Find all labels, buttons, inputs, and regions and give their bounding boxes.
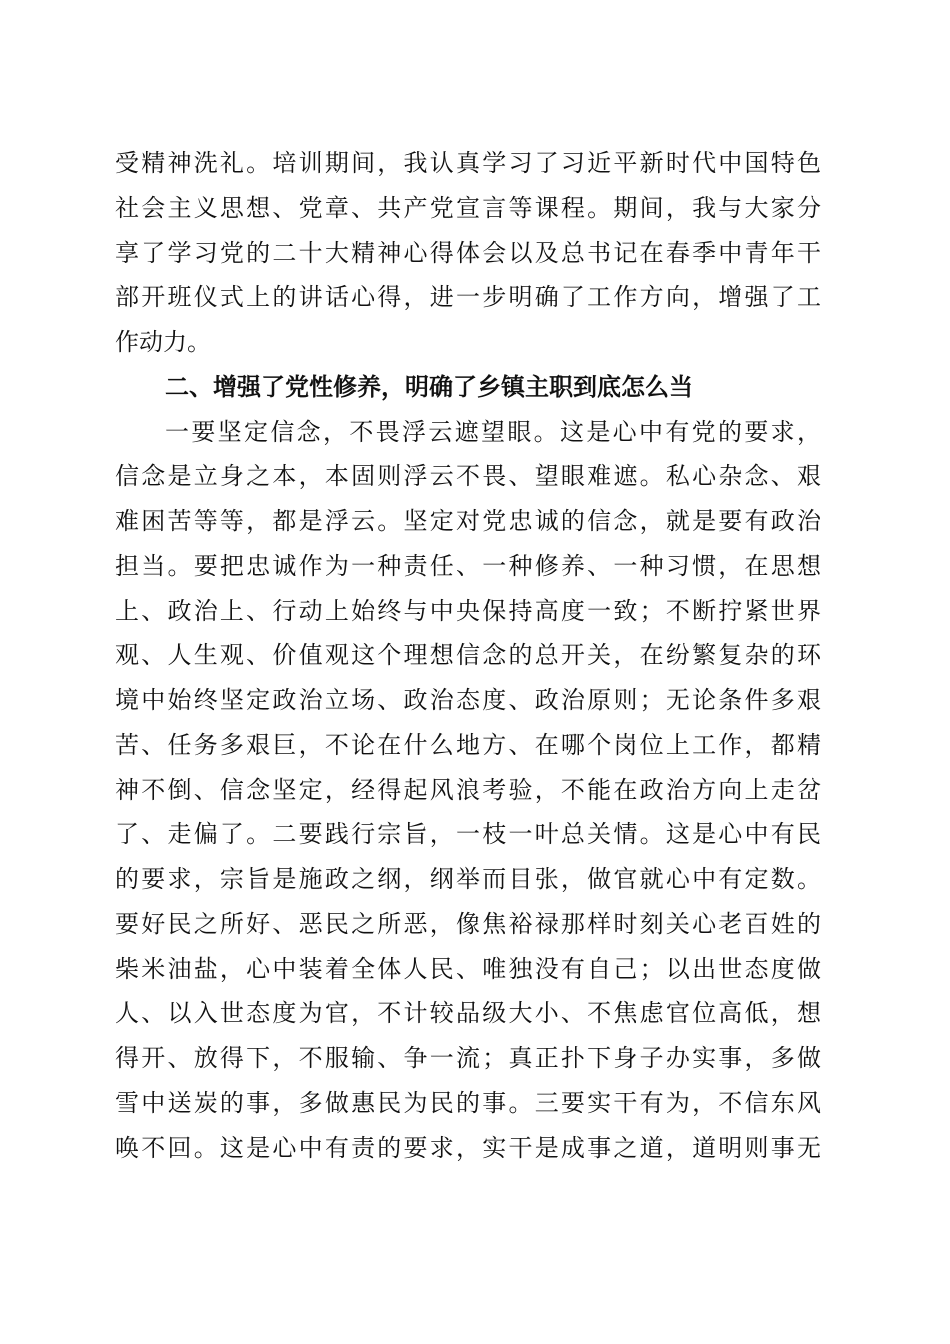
text-line: 了、走偏了。二要践行宗旨，一枝一叶总关情。这是心中有民 <box>115 820 821 849</box>
text-line: 难困苦等等，都是浮云。坚定对党忠诚的信念，就是要有政治 <box>115 507 821 535</box>
section-heading: 二、增强了党性修养，明确了乡镇主职到底怎么当 <box>165 372 693 401</box>
paragraph-1 <box>115 141 821 365</box>
text-line: 受精神洗礼。培训期间，我认真学习了习近平新时代中国特色 <box>115 149 821 177</box>
text-line: 得开、放得下，不服输、争一流；真正扑下身子办实事，多做 <box>115 1044 821 1072</box>
text-line: 信念是立身之本，本固则浮云不畏、望眼难遮。私心杂念、艰 <box>115 462 821 491</box>
text-line: 观、人生观、价值观这个理想信念的总开关，在纷繁复杂的环 <box>115 641 821 670</box>
text-line: 人、以入世态度为官，不计较品级大小、不焦虑官位高低，想 <box>115 999 821 1028</box>
text-line: 作动力。 <box>115 328 211 356</box>
text-line: 担当。要把忠诚作为一种责任、一种修养、一种习惯，在思想 <box>115 551 821 580</box>
text-line: 境中始终坚定政治立场、政治态度、政治原则；无论条件多艰 <box>115 686 821 714</box>
text-line: 苦、任务多艰巨，不论在什么地方、在哪个岗位上工作，都精 <box>115 730 821 759</box>
text-line: 唤不回。这是心中有责的要求，实干是成事之道，道明则事无 <box>115 1133 821 1162</box>
paragraph-2 <box>115 410 821 1171</box>
text-line: 部开班仪式上的讲话心得，进一步明确了工作方向，增强了工 <box>115 283 821 312</box>
text-line: 上、政治上、行动上始终与中央保持高度一致；不断拧紧世界 <box>115 596 821 625</box>
text-line: 的要求，宗旨是施政之纲，纲举而目张，做官就心中有定数。 <box>115 865 821 893</box>
text-line: 社会主义思想、党章、共产党宣言等课程。期间，我与大家分 <box>115 193 821 222</box>
document-page <box>115 141 821 1170</box>
text-line: 一要坚定信念，不畏浮云遮望眼。这是心中有党的要求， <box>165 417 821 446</box>
text-line: 雪中送炭的事，多做惠民为民的事。三要实干有为，不信东风 <box>115 1088 821 1117</box>
text-line: 柴米油盐，心中装着全体人民、唯独没有自己；以出世态度做 <box>115 954 821 983</box>
text-line: 要好民之所好、恶民之所恶，像焦裕禄那样时刻关心老百姓的 <box>115 909 821 938</box>
text-line: 享了学习党的二十大精神心得体会以及总书记在春季中青年干 <box>115 238 821 267</box>
text-line: 神不倒、信念坚定，经得起风浪考验，不能在政治方向上走岔 <box>115 775 821 804</box>
